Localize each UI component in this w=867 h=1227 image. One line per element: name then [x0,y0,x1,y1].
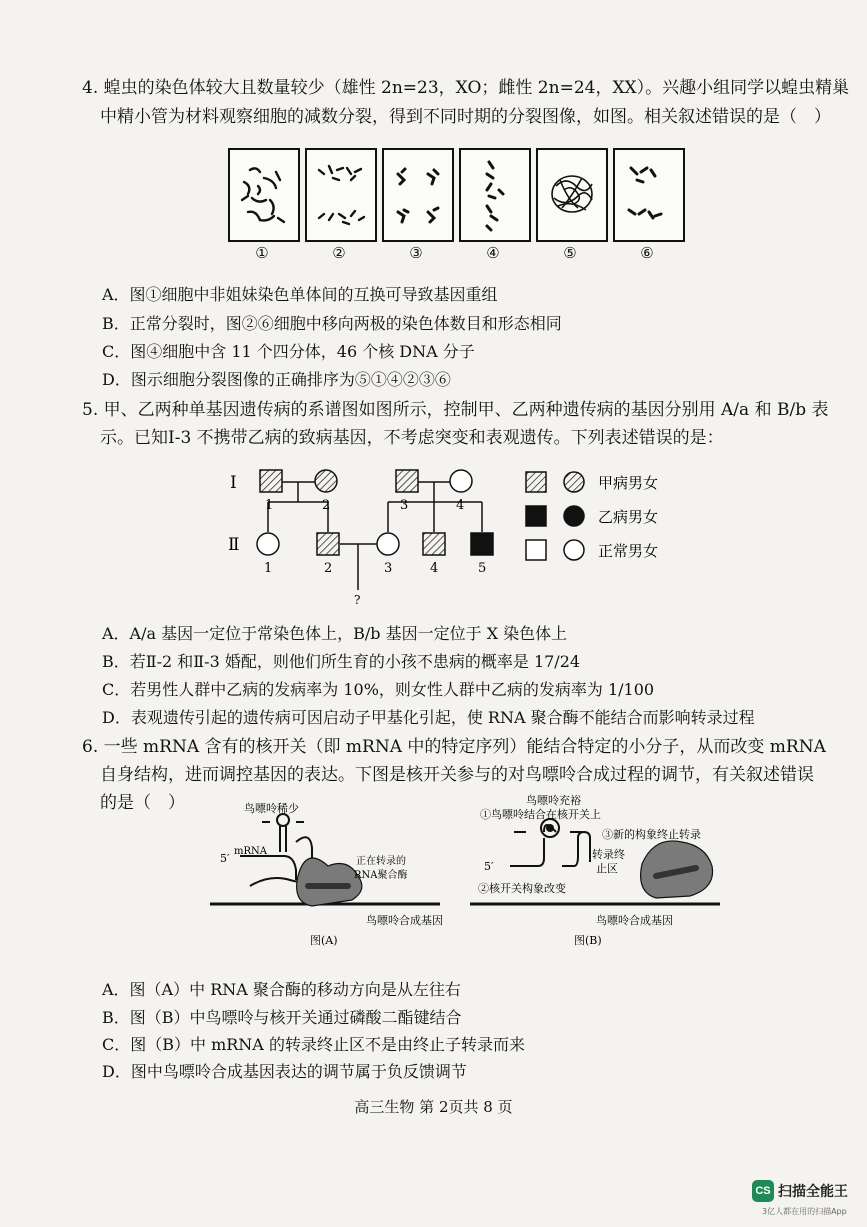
q4-stem-line1: 4. 蝗虫的染色体较大且数量较少（雄性 2n=23，XO；雌性 2n=24，XX）。兴趣小组同学以蝗虫精巢 [82,78,850,98]
fig-b-terminator-line1: 转录终 [592,848,625,861]
ii2-male-disease-a [317,533,339,555]
cell-label-6: ⑥ [640,244,654,262]
cell-label-2: ② [332,244,346,262]
q6-option-b: B．图（B）中鸟嘌呤与核开关通过磷酸二酯键结合 [102,1008,462,1027]
child-unknown: ? [354,593,361,607]
i1-male-disease-a [260,470,282,492]
cell-image-3 [382,148,454,242]
q6-stem-line3: 的是（ ） [100,793,185,813]
watermark-app-name: 扫描全能王 [778,1184,848,1200]
fig-b-step1: ①鸟嘌呤结合在核开关上 [480,808,601,821]
i3-male-disease-a [396,470,418,492]
q5-stem-line1: 5. 甲、乙两种单基因遗传病的系谱图如图所示，控制甲、乙两种遗传病的基因分别用 A/a 和 B/b 表 [82,400,829,420]
fig-b-step3: ③新的构象终止转录 [602,828,701,841]
q5-option-d: D．表观遗传引起的遗传病可因启动子甲基化引起，使 RNA 聚合酶不能结合而影响转录过程 [102,708,755,727]
q4-option-a: A．图①细胞中非姐妹染色单体间的互换可导致基因重组 [102,285,498,304]
q5-option-c: C．若男性人群中乙病的发病率为 10%，则女性人群中乙病的发病率为 1/100 [102,680,655,699]
cell-label-3: ③ [409,244,423,262]
q4-option-c: C．图④细胞中含 11 个四分体，46 个核 DNA 分子 [102,342,475,361]
q6-stem-line1: 6. 一些 mRNA 含有的核开关（即 mRNA 中的特定序列）能结合特定的小分子，从而改变 mRNA [82,737,826,757]
q5-option-b: B．若Ⅱ-2 和Ⅱ-3 婚配，则他们所生育的小孩不患病的概率是 17/24 [102,652,581,671]
fig-b-gene: 鸟嘌呤合成基因 [596,914,673,927]
q5-option-a: A．A/a 基因一定位于常染色体上，B/b 基因一定位于 X 染色体上 [102,624,568,643]
gen2-num-1: 1 [264,561,273,576]
figure-a [210,801,443,947]
fig-a-rnap-line2: RNA聚合酶 [354,870,408,881]
gen1-num-1: 1 [265,498,274,513]
q6-option-d: D．图中鸟嘌呤合成基因表达的调节属于负反馈调节 [102,1062,467,1081]
q6-option-c: C．图（B）中 mRNA 的转录终止区不是由终止子转录而来 [102,1035,525,1054]
fig-a-mrna: mRNA [234,846,267,857]
camscanner-logo-icon: CS [752,1180,774,1202]
figure-b [470,793,720,947]
q5-pedigree [220,462,710,612]
gen1-num-3: 3 [400,498,409,513]
gen2-num-4: 4 [430,561,439,576]
fig-b-caption: 图(B) [574,934,602,947]
gen2-num-3: 3 [384,561,393,576]
fig-b-guanine-abundant: 鸟嘌呤充裕 [526,794,581,807]
cell-label-1: ① [255,244,269,262]
ii4-male-disease-a [423,533,445,555]
gen1-label: Ⅰ [230,473,237,493]
fig-a-guanine-scarce: 鸟嘌呤稀少 [244,802,299,815]
fig-a-5prime: 5′ [220,852,230,865]
q4-option-d: D．图示细胞分裂图像的正确排序为⑤①④②③⑥ [102,370,451,389]
cell-label-5: ⑤ [563,244,577,262]
ii1-female-normal [257,533,279,555]
legend-disease-a: 甲病男女 [598,474,659,492]
fig-a-rnap-line1: 正在转录的 [356,856,406,867]
cell-image-1 [228,148,300,242]
i4-female-normal [450,470,472,492]
cell-label-4: ④ [486,244,500,262]
q6-stem-line2: 自身结构，进而调控基因的表达。下图是核开关参与的对鸟嘌呤合成过程的调节，有关叙述错误 [100,765,814,785]
gen2-num-5: 5 [478,561,487,576]
gen1-num-2: 2 [322,498,331,513]
gen1-num-4: 4 [456,498,465,513]
pedigree-legend [526,472,658,560]
cell-image-6 [613,148,685,242]
fig-b-5prime: 5′ [484,860,494,873]
q4-stem-line2: 中精小管为材料观察细胞的减数分裂，得到不同时期的分裂图像，如图。相关叙述错误的是（ ） [100,107,831,127]
q6-option-a: A．图（A）中 RNA 聚合酶的移动方向是从左往右 [102,980,461,999]
cell-image-5 [536,148,608,242]
fig-a-gene: 鸟嘌呤合成基因 [366,914,443,927]
fig-b-terminator-line2: 止区 [596,862,618,875]
legend-normal: 正常男女 [598,542,659,560]
fig-b-step2: ②核开关构象改变 [478,882,566,895]
page-footer: 高三生物 第 2页共 8 页 [354,1098,513,1116]
legend-disease-b: 乙病男女 [598,508,659,526]
cell-image-4 [459,148,531,242]
cell-image-2 [305,148,377,242]
watermark-slogan: 3亿人都在用的扫描App [762,1207,847,1216]
fig-a-caption: 图(A) [310,934,338,947]
rna-polymerase-a [297,858,362,906]
q6-riboswitch-figure [200,792,730,956]
i2-female-disease-a [315,470,337,492]
gen1-individuals [260,470,472,492]
gen2-label: Ⅱ [228,535,240,555]
q4-option-b: B．正常分裂时，图②⑥细胞中移向两极的染色体数目和形态相同 [102,314,562,333]
gen2-num-2: 2 [324,561,333,576]
ii5-male-disease-b [471,533,493,555]
ii3-female-normal [377,533,399,555]
q5-stem-line2: 示。已知Ⅰ-3 不携带乙病的致病基因，不考虑突变和表观遗传。下列表述错误的是： [100,428,724,448]
